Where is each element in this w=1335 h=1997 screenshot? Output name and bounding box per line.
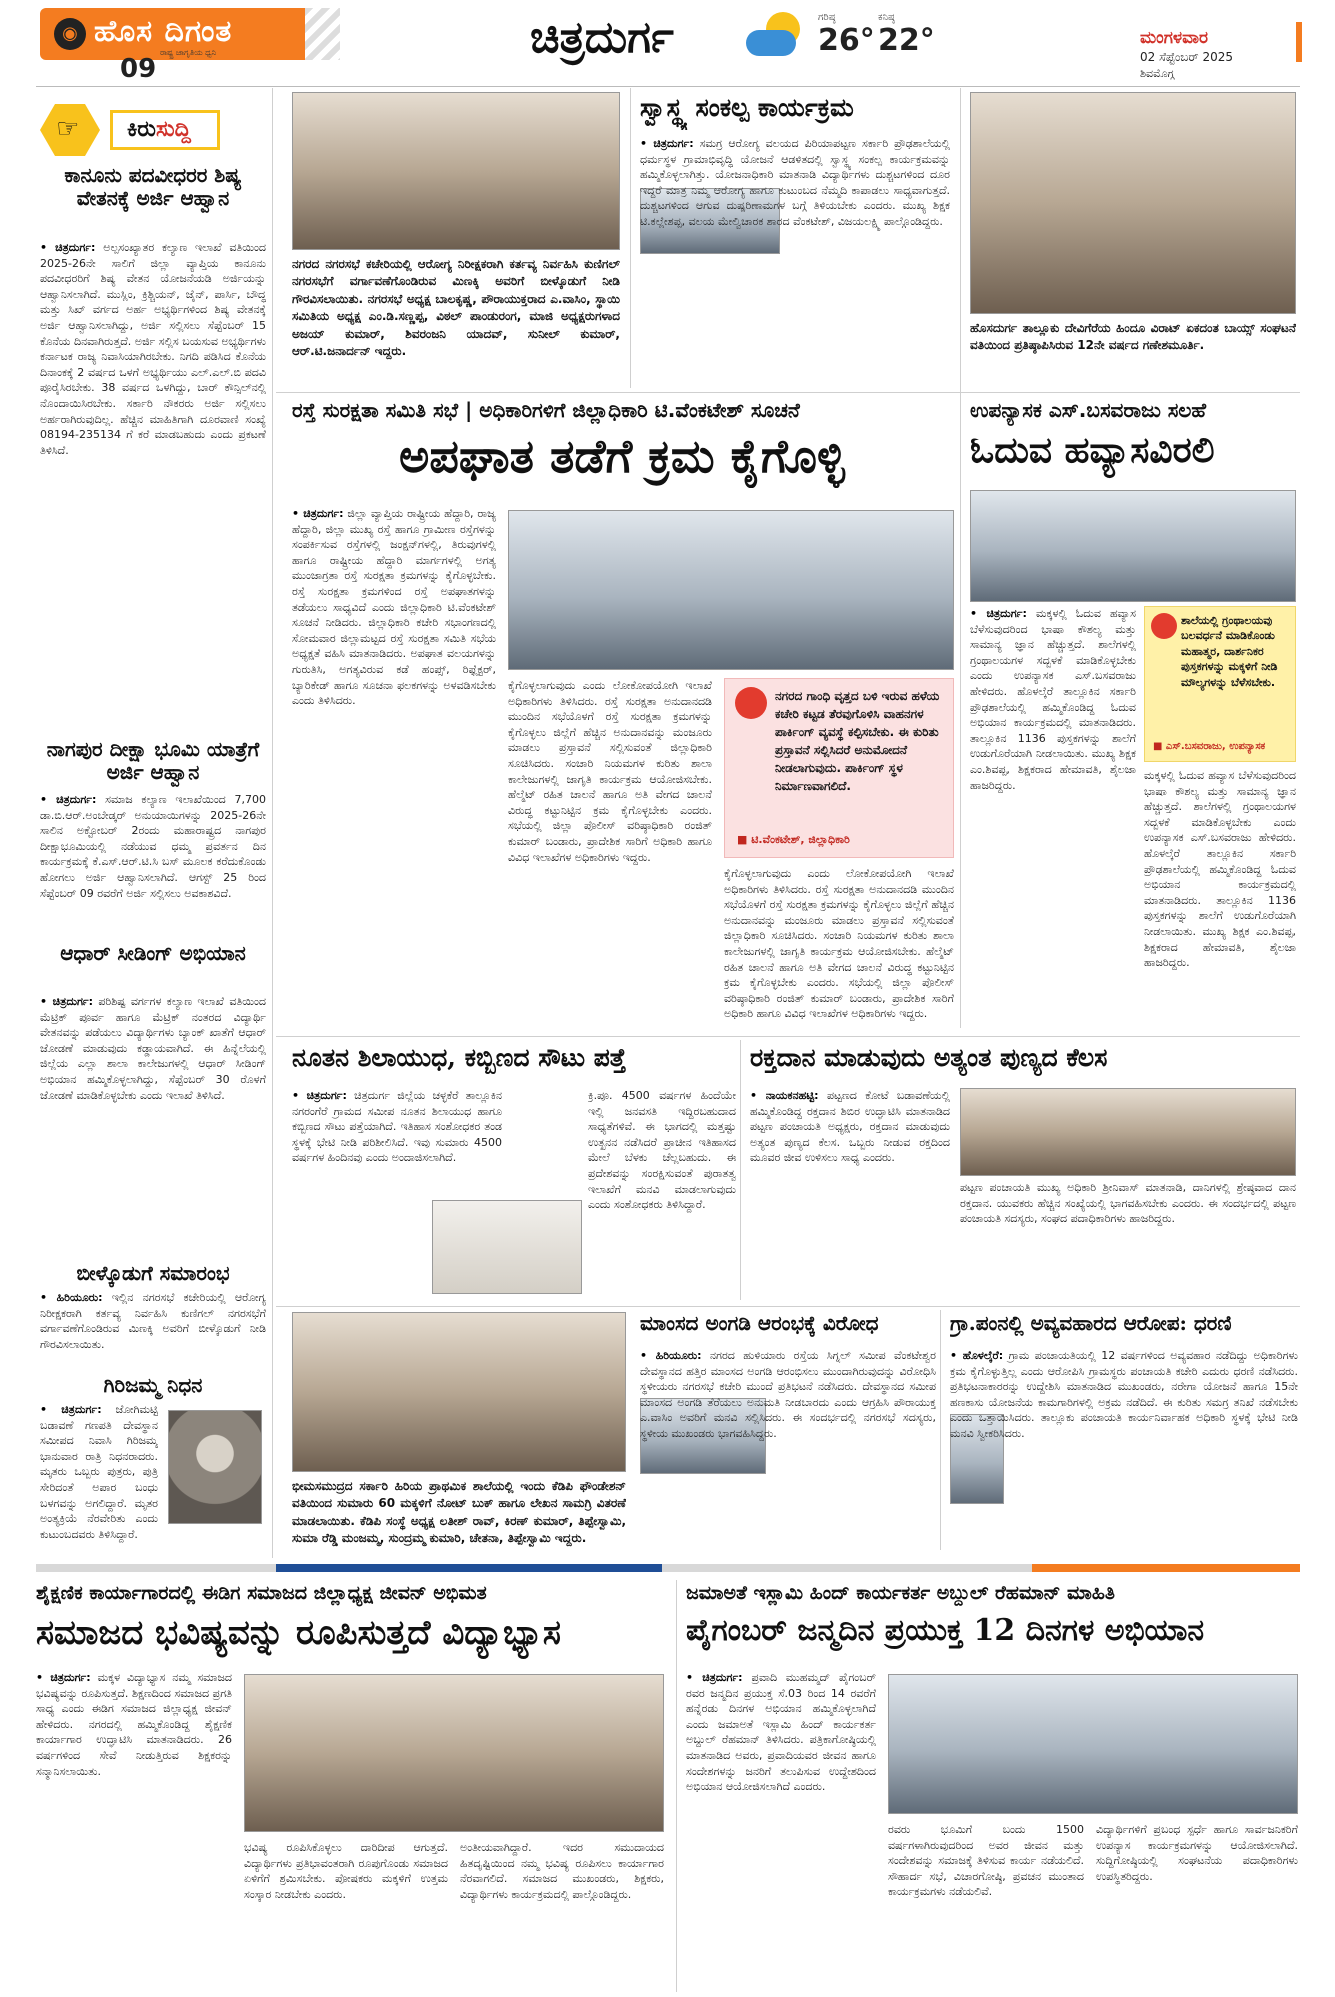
- weapons-headline: ನೂತನ ಶಿಲಾಯುಧ, ಕಬ್ಬಿಣದ ಸೌಟು ಪತ್ತೆ: [292, 1044, 627, 1072]
- lead-quote-author: ■ ಟಿ.ವೆಂಕಟೇಶ್, ಜಿಲ್ಲಾಧಿಕಾರಿ: [737, 833, 850, 846]
- brief-body: [40, 994, 266, 1250]
- section-divider-grey: [36, 1564, 276, 1572]
- lead-dateline: • ಚಿತ್ರದುರ್ಗ:: [292, 507, 344, 520]
- reading-quote-box: [1144, 606, 1296, 762]
- lead-quote-box: [724, 678, 954, 858]
- badge-label: [110, 110, 220, 150]
- meat-dateline: • ಹಿರಿಯೂರು:: [640, 1349, 702, 1362]
- health-body: [640, 136, 950, 386]
- blood-headline: ರಕ್ತದಾನ ಮಾಡುವುದು ಅತ್ಯಂತ ಪುಣ್ಯದ ಕೆಲಸ: [750, 1044, 1108, 1072]
- min-temp-value: 22°: [878, 23, 935, 58]
- weather-icon: [740, 8, 810, 68]
- lead-body-col1: [292, 506, 496, 1026]
- column-rule: [740, 1040, 741, 1300]
- education-body-col2: ಭವಿಷ್ಯ ರೂಪಿಸಿಕೊಳ್ಳಲು ದಾರಿದೀಪ ಆಗುತ್ತದೆ. ವಿದ್ಯಾರ್ಥಿಗಳು ಪ್ರತಿಭಾವಂತರಾಗಿ ರೂಪುಗೊಂಡು ಸಮಾಜದ ಏಳಿಗೆಗೆ ಶ್ರಮಿಸಬೇಕು. ಪೋಷಕರು ಮಕ್ಕಳಿಗೆ ಉತ್ತಮ ಸಂಸ್ಕಾರ ನೀಡಬೇಕು ಎಂದರು.: [244, 1841, 448, 1901]
- reading-body: [970, 606, 1136, 1026]
- kiru-suddi-badge: [40, 102, 258, 158]
- brief-text: ಅಲ್ಪಸಂಖ್ಯಾತರ ಕಲ್ಯಾಣ ಇಲಾಖೆ ವತಿಯಿಂದ 2025-26ನೇ ಸಾಲಿಗೆ ಜಿಲ್ಲಾ ವ್ಯಾಪ್ತಿಯ ಕಾನೂನು ಪದವೀಧರರಿಗೆ ಶಿಷ್ಯ ವೇತನ ಯೋಜನೆಯಡಿ ಅರ್ಜಿಯನ್ನು ಆಹ್ವಾನಿಸಲಾಗಿದೆ. ಮುಸ್ಲಿಂ, ಕ್ರಿಶ್ಚಿಯನ್, ಜೈನ್, ಪಾರ್ಸಿ, ಬೌದ್ಧ ಮತ್ತು ಸಿಖ್ ವರ್ಗದ ಅರ್ಹ ಅಭ್ಯರ್ಥಿಗಳಿಂದ ಶಿಷ್ಯ ವೇತನಕ್ಕೆ ಅರ್ಜಿ ಆಹ್ವಾನಿಸಲಾಗಿದ್ದು, ಅರ್ಜಿ ಸಲ್ಲಿಸಲು ಸೆಪ್ಟೆಂಬರ್ 15 ಕೊನೆಯ ದಿನವಾಗಿರುತ್ತದೆ. ಅರ್ಜಿ ಸಲ್ಲಿಸ ಬಯಸುವ ಅಭ್ಯರ್ಥಿಗಳು ಕರ್ನಾಟಕ ರಾಜ್ಯ ನಿವಾಸಿಯಾಗಿರಬೇಕು. ನಿಗದಿ ಪಡಿಸಿದ ಕೊನೆಯ ದಿನಾಂಕಕ್ಕೆ 2 ವರ್ಷದ ಒಳಗೆ ಅಭ್ಯರ್ಥಿಯು ಎಲ್.ಎಲ್.ಬಿ ಪದವಿ ಪೂರೈಸಿರಬೇಕು. 38 ವರ್ಷದ ಒಳಗಿದ್ದು, ಬಾರ್ ಕೌನ್ಸಿಲ್‌ನಲ್ಲಿ ನೊಂದಾಯಿಸಿರಬೇಕು. ಸರ್ಕಾರಿ ನೌಕರರು ಅರ್ಜಿ ಸಲ್ಲಿಸಲು ಅರ್ಹರಾಗಿರುವುದಿಲ್ಲ. ಹೆಚ್ಚಿನ ಮಾಹಿತಿಗಾಗಿ ದೂರವಾಣಿ ಸಂಖ್ಯೆ 08194-235134 ಗೆ ಕರೆ ಮಾಡಬಹುದು ಎಂದು ಪ್ರಕಟಣೆ ತಿಳಿಸಿದೆ.: [40, 241, 266, 457]
- issue-date-text: 02 ಸೆಪ್ಟೆಂಬರ್ 2025: [1140, 50, 1234, 64]
- paper-name: ಹೊಸ ದಿಗಂತ: [94, 14, 233, 49]
- reading-quote-author: ■ ಎಸ್.ಬಸವರಾಜು, ಉಪನ್ಯಾಸಕ: [1153, 741, 1266, 752]
- education-headline: ಸಮಾಜದ ಭವಿಷ್ಯವನ್ನು ರೂಪಿಸುತ್ತದೆ ವಿದ್ಯಾಭ್ಯಾಸ: [36, 1614, 561, 1653]
- health-dateline: • ಚಿತ್ರದುರ್ಗ:: [640, 137, 694, 150]
- brief-text: ಜೋಗಿಮಟ್ಟಿ ಬಡಾವಣೆ ಗಣಪತಿ ದೇವಸ್ಥಾನ ಸಮೀಪದ ನಿವಾಸಿ ಗಿರಿಜಮ್ಮ ಭಾನುವಾರ ರಾತ್ರಿ ನಿಧನರಾದರು. ಮೃತರು ಒಬ್ಬರು ಪುತ್ರರು, ಪುತ್ರಿ ಸೇರಿದಂತೆ ಅಪಾರ ಬಂಧು ಬಳಗವನ್ನು ಅಗಲಿದ್ದಾರೆ. ಮೃತರ ಅಂತ್ಯಕ್ರಿಯೆ ನೆರವೇರಿತು ಎಂದು ಕುಟುಂಬದವರು ತಿಳಿಸಿದ್ದಾರೆ.: [40, 1403, 158, 1541]
- ganesha-caption: ಹೊಸದುರ್ಗ ತಾಲ್ಲೂಕು ದೇವಿಗೆರೆಯ ಹಿಂದೂ ವಿರಾಟ್ ಏಕದಂತ ಬಾಯ್ಸ್ ಸಂಘಟನೆ ವತಿಯಿಂದ ಪ್ರತಿಷ್ಠಾಪಿಸಿರುವ 12ನೇ ವರ್ಷದ ಗಣೇಶಮೂರ್ತಿ.: [970, 321, 1296, 353]
- weapons-dateline: • ಚಿತ್ರದುರ್ಗ:: [292, 1089, 347, 1102]
- education-body-col1: [36, 1670, 232, 1992]
- reading-body-cont: ಮಕ್ಕಳಲ್ಲಿ ಓದುವ ಹವ್ಯಾಸ ಬೆಳೆಸುವುದರಿಂದ ಭಾಷಾ ಕೌಶಲ್ಯ ಮತ್ತು ಸಾಮಾನ್ಯ ಜ್ಞಾನ ಹೆಚ್ಚುತ್ತದೆ. ಶಾಲೆಗಳಲ್ಲಿ ಗ್ರಂಥಾಲಯಗಳ ಸದ್ಬಳಕೆ ಮಾಡಿಕೊಳ್ಳಬೇಕು ಎಂದು ಉಪನ್ಯಾಸಕ ಎಸ್.ಬಸವರಾಜು ಹೇಳಿದರು. ಹೊಳಲ್ಕೆರೆ ತಾಲ್ಲೂಕಿನ ಸರ್ಕಾರಿ ಪ್ರೌಢಶಾಲೆಯಲ್ಲಿ ಹಮ್ಮಿಕೊಂಡಿದ್ದ ಓದುವ ಅಭಿಯಾನ ಕಾರ್ಯಕ್ರಮದಲ್ಲಿ ಮಾತನಾಡಿದರು. ತಾಲ್ಲೂಕಿನ 1136 ಪುಸ್ತಕಗಳನ್ನು ಶಾಲೆಗೆ ಉಡುಗೊರೆಯಾಗಿ ನೀಡಲಾಯಿತು. ಮುಖ್ಯ ಶಿಕ್ಷಕ ಎಂ.ಶಿವಪ್ಪ, ಶಿಕ್ಷಕರಾದ ಹೇಮಾವತಿ, ಶೈಲಜಾ ಹಾಜರಿದ್ದರು.: [1144, 769, 1296, 970]
- blood-body-col1: [750, 1088, 950, 1294]
- brief-headline: ಬೀಳ್ಕೊಡುಗೆ ಸಮಾರಂಭ: [76, 1262, 230, 1285]
- column-rule: [272, 88, 273, 1558]
- lead-quote-text: ನಗರದ ಗಾಂಧಿ ವೃತ್ತದ ಬಳಿ ಇರುವ ಹಳೆಯ ಕಚೇರಿ ಕಟ್ಟಡ ತೆರವುಗೊಳಿಸಿ ವಾಹನಗಳ ಪಾರ್ಕಿಂಗ್ ವ್ಯವಸ್ಥೆ ಕಲ್ಪಿಸಬೇಕು. ಈ ಕುರಿತು ಪ್ರಸ್ತಾವನೆ ಸಲ್ಲಿಸಿದರೆ ಅನುಮೋದನೆ ನೀಡಲಾಗುವುದು. ಪಾರ್ಕಿಂಗ್ ಸ್ಥಳ ನಿರ್ಮಾಣವಾಗಲಿದೆ.: [775, 689, 940, 793]
- school-caption: ಭೀಮಸಮುದ್ರದ ಸರ್ಕಾರಿ ಹಿರಿಯ ಪ್ರಾಥಮಿಕ ಶಾಲೆಯಲ್ಲಿ ಇಂದು ಕೆಡಿಪಿ ಫೌಂಡೇಶನ್ ವತಿಯಿಂದ ಸುಮಾರು 60 ಮಕ್ಕಳಿಗೆ ನೋಟ್ ಬುಕ್ ಹಾಗೂ ಲೇಖನ ಸಾಮಗ್ರಿ ವಿತರಣೆ ಮಾಡಲಾಯಿತು. ಕೆಡಿಪಿ ಸಂಸ್ಥೆ ಅಧ್ಯಕ್ಷ ಲತೀಶ್ ರಾವ್, ಕಿರಣ್ ಕುಮಾರ್, ತಿಪ್ಪೇಸ್ವಾಮಿ, ಸುಮಾ ರೆಡ್ಡಿ ಮಂಜಮ್ಮ, ಸುಂದ್ರಮ್ಮ ಕುಮಾರಿ, ಚೇತನಾ, ತಿಪ್ಪೇಸ್ವಾಮಿ ಇದ್ದರು.: [292, 1479, 626, 1546]
- header-rule: [36, 86, 1300, 87]
- weapons-body-col2: ಕ್ರಿ.ಪೂ. 4500 ವರ್ಷಗಳ ಹಿಂದೆಯೇ ಇಲ್ಲಿ ಜನವಸತಿ ಇದ್ದಿರಬಹುದಾದ ಸಾಧ್ಯತೆಗಳಿವೆ. ಈ ಭಾಗದಲ್ಲಿ ಮತ್ತಷ್ಟು ಉತ್ಖನನ ನಡೆಸಿದರೆ ಪ್ರಾಚೀನ ಇತಿಹಾಸದ ಮೇಲೆ ಬೆಳಕು ಚೆಲ್ಲಬಹುದು. ಈ ಪ್ರದೇಶವನ್ನು ಸಂರಕ್ಷಿಸುವಂತೆ ಪುರಾತತ್ವ ಇಲಾಖೆಗೆ ಮನವಿ ಮಾಡಲಾಗುವುದು ಎಂದು ಸಂಶೋಧಕರು ತಿಳಿಸಿದ್ದಾರೆ.: [588, 1089, 736, 1212]
- min-temperature: [878, 12, 948, 70]
- artifact-photo: [432, 1200, 582, 1294]
- brief-headline: ಕಾನೂನು ಪದವೀಧರರ ಶಿಷ್ಯ ವೇತನಕ್ಕೆ ಅರ್ಜಿ ಆಹ್ವಾನ: [64, 164, 242, 210]
- issue-edition: ಶಿವಮೊಗ್ಗ: [1140, 67, 1175, 80]
- paper-tagline: ರಾಷ್ಟ್ರ ಜಾಗೃತಿಯ ಧ್ವನಿ: [160, 48, 217, 57]
- brief-headline: ಆಧಾರ್ ಸೀಡಿಂಗ್ ಅಭಿಯಾನ: [60, 942, 246, 965]
- brief-dateline: • ಚಿತ್ರದುರ್ಗ:: [40, 1403, 102, 1416]
- campaign-body-col1: [686, 1670, 876, 1992]
- masthead-stripe: [305, 8, 340, 60]
- brief-body: [40, 1290, 266, 1366]
- column-rule: [676, 1580, 677, 1992]
- blood-body-col2: ಪಟ್ಟಣ ಪಂಚಾಯತಿ ಮುಖ್ಯ ಅಧಿಕಾರಿ ಶ್ರೀನಿವಾಸ್ ಮಾತನಾಡಿ, ದಾನಿಗಳಲ್ಲಿ ಶ್ರೇಷ್ಠವಾದ ದಾನ ರಕ್ತದಾನ. ಯುವಕರು ಹೆಚ್ಚಿನ ಸಂಖ್ಯೆಯಲ್ಲಿ ಭಾಗವಹಿಸಬೇಕು ಎಂದರು. ಈ ಸಂದರ್ಭದಲ್ಲಿ ಪಟ್ಟಣ ಪಂಚಾಯತಿ ಸದಸ್ಯರು, ಸಂಘದ ಪದಾಧಿಕಾರಿಗಳು ಹಾಜರಿದ್ದರು.: [960, 1181, 1296, 1226]
- page-number: 09: [120, 54, 157, 80]
- campaign-headline: ಪೈಗಂಬರ್ ಜನ್ಮದಿನ ಪ್ರಯುಕ್ತ 12 ದಿನಗಳ ಅಭಿಯಾನ: [686, 1614, 1205, 1648]
- brief-text: ಸಮಾಜ ಕಲ್ಯಾಣ ಇಲಾಖೆಯಿಂದ 7,700 ಡಾ.ಬಿ.ಆರ್.ಅಂಬೇಡ್ಕರ್ ಅನುಯಾಯಿಗಳನ್ನು 2025-26ನೇ ಸಾಲಿನ ಅಕ್ಟೋಬರ್ 2ರಂದು ಮಹಾರಾಷ್ಟ್ರದ ನಾಗಪುರ ದೀಕ್ಷಾಭೂಮಿಯಲ್ಲಿ ನಡೆಯುವ ಧಮ್ಮ ಪ್ರವರ್ತನ ದಿನ ಕಾರ್ಯಕ್ರಮಕ್ಕೆ ಕೆ.ಎಸ್.ಆರ್.ಟಿ.ಸಿ ಬಸ್ ಮೂಲಕ ಕರೆದುಕೊಂಡು ಹೋಗಲು ಅರ್ಜಿ ಆಹ್ವಾನಿಸಲಾಗಿದೆ. ಆಗಸ್ಟ್ 25 ರಿಂದ ಸೆಪ್ಟೆಂಬರ್ 09 ರವರೆಗೆ ಅರ್ಜಿ ಸಲ್ಲಿಸಲು ಅವಕಾಶವಿದೆ.: [40, 793, 266, 900]
- farewell-caption: ನಗರದ ನಗರಸಭೆ ಕಚೇರಿಯಲ್ಲಿ ಆರೋಗ್ಯ ನಿರೀಕ್ಷಕರಾಗಿ ಕರ್ತವ್ಯ ನಿರ್ವಹಿಸಿ ಕುಣಿಗಲ್ ನಗರಸಭೆಗೆ ವರ್ಗಾವಣೆಗೊಂಡಿರುವ ಮಿಣಕ್ಕಿ ಅವರಿಗೆ ಬೀಳ್ಕೊಡುಗೆ ನೀಡಿ ಗೌರವಿಸಲಾಯಿತು. ನಗರಸಭೆ ಅಧ್ಯಕ್ಷ ಬಾಲಕೃಷ್ಣ, ಪೌರಾಯುಕ್ತರಾದ ಎ.ವಾಸಿಂ, ಸ್ಥಾಯಿ ಸಮಿತಿಯ ಅಧ್ಯಕ್ಷ ಎಂ.ಡಿ.ಸಣ್ಣಪ್ಪ, ವಿಠಲ್ ಪಾಂಡುರಂಗ, ಮಾಜಿ ಅಧ್ಯಕ್ಷರುಗಳಾದ ಅಜಯ್ ಕುಮಾರ್, ಶಿವರಂಜನಿ ಯಾದವ್, ಸುನೀಲ್ ಕುಮಾರ್, ಆರ್.ಟಿ.ಜನಾರ್ದನ್ ಇದ್ದರು.: [292, 257, 620, 358]
- dharna-headline: ಗ್ರಾ.ಪಂನಲ್ಲಿ ಅವ್ಯವಹಾರದ ಆರೋಪ: ಧರಣಿ: [950, 1312, 1232, 1335]
- max-temp-label: ಗರಿಷ್ಠ: [818, 12, 836, 23]
- brief-body: [40, 240, 266, 718]
- meat-body: [640, 1348, 936, 1554]
- ganesha-photo: [970, 92, 1296, 314]
- max-temp-value: 26°: [818, 23, 875, 58]
- campaign-photo: [888, 1674, 1298, 1814]
- row-rule: [276, 392, 1300, 393]
- reading-quote-text: ಶಾಲೆಯಲ್ಲಿ ಗ್ರಂಥಾಲಯವು ಬಲವರ್ಧನೆ ಮಾಡಿಕೊಂಡು ಮಹಾತ್ಮರ, ದಾರ್ಶನಿಕರ ಪುಸ್ತಕಗಳನ್ನು ಮಕ್ಕಳಿಗೆ ನೀಡಿ ಮೌಲ್ಯಗಳನ್ನು ಬೆಳೆಸಬೇಕು.: [1181, 614, 1278, 689]
- section-divider-grey: [662, 1564, 1032, 1572]
- dharna-text: ಗ್ರಾಮ ಪಂಚಾಯತಿಯಲ್ಲಿ 12 ವರ್ಷಗಳಿಂದ ಅವ್ಯವಹಾರ ನಡೆದಿದ್ದು ಅಧಿಕಾರಿಗಳು ಕ್ರಮ ಕೈಗೊಳ್ಳುತ್ತಿಲ್ಲ ಎಂದು ಆರೋಪಿಸಿ ಗ್ರಾಮಸ್ಥರು ಪಂಚಾಯತಿ ಕಚೇರಿ ಎದುರು ಧರಣಿ ನಡೆಸಿದರು. ಪ್ರತಿಭಟನಾಕಾರರನ್ನು ಉದ್ದೇಶಿಸಿ ಮಾತನಾಡಿದ ಮುಖಂಡರು, ನರೇಗಾ ಯೋಜನೆ ಹಾಗೂ 15ನೇ ಹಣಕಾಸು ಯೋಜನೆಯ ಕಾಮಗಾರಿಗಳಲ್ಲಿ ಅಕ್ರಮ ನಡೆದಿದೆ. ಈ ಕುರಿತು ಸಮಗ್ರ ತನಿಖೆ ನಡೆಸಬೇಕು ಎಂದು ಒತ್ತಾಯಿಸಿದರು. ತಾಲ್ಲೂಕು ಪಂಚಾಯತಿ ಕಾರ್ಯನಿರ್ವಾಹಕ ಅಧಿಕಾರಿ ಸ್ಥಳಕ್ಕೆ ಭೇಟಿ ನೀಡಿ ಮನವಿ ಸ್ವೀಕರಿಸಿದರು.: [950, 1349, 1298, 1441]
- issue-date: [1140, 28, 1290, 84]
- lead-body-col2: ಕೈಗೊಳ್ಳಲಾಗುವುದು ಎಂದು ಲೋಕೋಪಯೋಗಿ ಇಲಾಖೆ ಅಧಿಕಾರಿಗಳು ತಿಳಿಸಿದರು. ರಸ್ತೆ ಸುರಕ್ಷತಾ ಅನುದಾನದಡಿ ಮುಂದಿನ ಸಭೆಯೊಳಗೆ ರಸ್ತೆ ಸುರಕ್ಷತಾ ಕ್ರಮಗಳನ್ನು ಕೈಗೊಳ್ಳಲು ಜಿಲ್ಲೆಗೆ ಹೆಚ್ಚಿನ ಅನುದಾನವನ್ನು ಮಂಜೂರು ಮಾಡಲು ಪ್ರಸ್ತಾವನೆ ಸಲ್ಲಿಸುವಂತೆ ಜಿಲ್ಲಾಧಿಕಾರಿ ಸೂಚಿಸಿದರು. ಸಂಚಾರಿ ನಿಯಮಗಳ ಕುರಿತು ಶಾಲಾ ಕಾಲೇಜುಗಳಲ್ಲಿ ಜಾಗೃತಿ ಕಾರ್ಯಕ್ರಮ ಆಯೋಜಿಸಬೇಕು. ಹೆಲ್ಮೆಟ್ ರಹಿತ ಚಾಲನೆ ಹಾಗೂ ಅತಿ ವೇಗದ ಚಾಲನೆ ವಿರುದ್ಧ ಕಟ್ಟುನಿಟ್ಟಿನ ಕ್ರಮ ಕೈಗೊಳ್ಳಬೇಕು ಎಂದರು. ಸಭೆಯಲ್ಲಿ ಜಿಲ್ಲಾ ಪೊಲೀಸ್ ವರಿಷ್ಠಾಧಿಕಾರಿ ರಂಜಿತ್ ಕುಮಾರ್ ಬಂಡಾರು, ಪ್ರಾದೇಶಿಕ ಸಾರಿಗೆ ಅಧಿಕಾರಿ ಹಾಗೂ ವಿವಿಧ ಇಲಾಖೆಗಳ ಅಧಿಕಾರಿಗಳು ಇದ್ದರು.: [508, 679, 712, 864]
- lead-body-col3: ಕೈಗೊಳ್ಳಲಾಗುವುದು ಎಂದು ಲೋಕೋಪಯೋಗಿ ಇಲಾಖೆ ಅಧಿಕಾರಿಗಳು ತಿಳಿಸಿದರು. ರಸ್ತೆ ಸುರಕ್ಷತಾ ಅನುದಾನದಡಿ ಮುಂದಿನ ಸಭೆಯೊಳಗೆ ರಸ್ತೆ ಸುರಕ್ಷತಾ ಕ್ರಮಗಳನ್ನು ಕೈಗೊಳ್ಳಲು ಜಿಲ್ಲೆಗೆ ಹೆಚ್ಚಿನ ಅನುದಾನವನ್ನು ಮಂಜೂರು ಮಾಡಲು ಪ್ರಸ್ತಾವನೆ ಸಲ್ಲಿಸುವಂತೆ ಜಿಲ್ಲಾಧಿಕಾರಿ ಸೂಚಿಸಿದರು. ಸಂಚಾರಿ ನಿಯಮಗಳ ಕುರಿತು ಶಾಲಾ ಕಾಲೇಜುಗಳಲ್ಲಿ ಜಾಗೃತಿ ಕಾರ್ಯಕ್ರಮ ಆಯೋಜಿಸಬೇಕು. ಹೆಲ್ಮೆಟ್ ರಹಿತ ಚಾಲನೆ ಹಾಗೂ ಅತಿ ವೇಗದ ಚಾಲನೆ ವಿರುದ್ಧ ಕಟ್ಟುನಿಟ್ಟಿನ ಕ್ರಮ ಕೈಗೊಳ್ಳಬೇಕು ಎಂದರು. ಸಭೆಯಲ್ಲಿ ಜಿಲ್ಲಾ ಪೊಲೀಸ್ ವರಿಷ್ಠಾಧಿಕಾರಿ ರಂಜಿತ್ ಕುಮಾರ್ ಬಂಡಾರು, ಪ್ರಾದೇಶಿಕ ಸಾರಿಗೆ ಅಧಿಕಾರಿ ಹಾಗೂ ವಿವಿಧ ಇಲಾಖೆಗಳ ಅಧಿಕಾರಿಗಳು ಇದ್ದರು.: [724, 867, 954, 1021]
- reading-dateline: • ಚಿತ್ರದುರ್ಗ:: [970, 607, 1027, 620]
- brief-body: [40, 1402, 158, 1552]
- badge-label-a: ಕಿರು: [127, 117, 156, 142]
- brief-dateline: • ಚಿತ್ರದುರ್ಗ:: [40, 793, 97, 806]
- brief-headline: ಗಿರಿಜಮ್ಮ ನಿಧನ: [103, 1374, 203, 1397]
- blood-dateline: • ನಾಯಕನಹಟ್ಟಿ:: [750, 1089, 819, 1102]
- brief-dateline: • ಚಿತ್ರದುರ್ಗ:: [40, 241, 96, 254]
- dharna-dateline: • ಹೊಳಲ್ಕೆರೆ:: [950, 1349, 1004, 1362]
- min-temp-label: ಕನಿಷ್ಠ: [878, 12, 895, 23]
- column-rule: [630, 88, 631, 388]
- cloud-icon: [746, 30, 796, 56]
- masthead-logo: [40, 8, 340, 80]
- edition-city: ಚಿತ್ರದುರ್ಗ: [530, 12, 674, 63]
- education-kicker: ಶೈಕ್ಷಣಿಕ ಕಾರ್ಯಾಗಾರದಲ್ಲಿ ಈಡಿಗ ಸಮಾಜದ ಜಿಲ್ಲಾಧ್ಯಕ್ಷ ಜೀವನ್ ಅಭಿಮತ: [36, 1582, 487, 1604]
- brief-dateline: • ಹಿರಿಯೂರು:: [40, 1291, 103, 1304]
- meat-headline: ಮಾಂಸದ ಅಂಗಡಿ ಆರಂಭಕ್ಕೆ ವಿರೋಧ: [640, 1312, 879, 1335]
- reading-kicker: ಉಪನ್ಯಾಸಕ ಎಸ್.ಬಸವರಾಜು ಸಲಹೆ: [970, 398, 1207, 422]
- paper-emblem-icon: ◉: [54, 18, 86, 50]
- farewell-photo: [292, 92, 620, 250]
- brief-headline: ನಾಗಪುರ ದೀಕ್ಷಾ ಭೂಮಿ ಯಾತ್ರೆಗೆ ಅರ್ಜಿ ಆಹ್ವಾನ: [46, 738, 260, 784]
- health-text: ಸಮಗ್ರ ಆರೋಗ್ಯ ವಲಯದ ಪಿರಿಯಾಪಟ್ಟಣ ಸರ್ಕಾರಿ ಪ್ರೌಢಶಾಲೆಯಲ್ಲಿ ಧರ್ಮಸ್ಥಳ ಗ್ರಾಮಾಭಿವೃದ್ಧಿ ಯೋಜನೆ ಆಡಳಿತದಲ್ಲಿ ಸ್ವಾಸ್ಥ್ಯ ಸಂಕಲ್ಪ ಕಾರ್ಯಕ್ರಮವನ್ನು ಹಮ್ಮಿಕೊಳ್ಳಲಾಗಿತ್ತು. ಯೋಜನಾಧಿಕಾರಿ ಮಾತನಾಡಿ ವಿದ್ಯಾರ್ಥಿಗಳು ದುಶ್ಚಟಗಳಿಂದ ದೂರ ಇದ್ದರೆ ಮಾತ್ರ ನಿಮ್ಮ ಆರೋಗ್ಯ ಹಾಗೂ ಕುಟುಂಬದ ನೆಮ್ಮದಿ ಕಾಪಾಡಲು ಸಾಧ್ಯವಾಗುತ್ತದೆ. ದುಶ್ಚಟಗಳಿಂದ ಆಗುವ ದುಷ್ಪರಿಣಾಮಗಳ ಬಗ್ಗೆ ತಿಳಿಯಬೇಕು ಎಂದರು. ಮುಖ್ಯ ಶಿಕ್ಷಕ ಟಿ.ಕಲ್ಲೇಶಪ್ಪ, ವಲಯ ಮೇಲ್ವಿಚಾರಕ ಶಾರದ ವೆಂಕಟೇಶ್, ವಿಜಯಲಕ್ಷ್ಮಿ ಪಾಲ್ಗೊಂಡಿದ್ದರು.: [640, 137, 950, 229]
- campaign-text-1: ಪ್ರವಾದಿ ಮುಹಮ್ಮದ್ ಪೈಗಂಬರ್ ರವರ ಜನ್ಮದಿನ ಪ್ರಯುಕ್ತ ಸೆ.03 ರಿಂದ 14 ರವರೆಗೆ ಹನ್ನೆರಡು ದಿನಗಳ ಅಭಿಯಾನ ಹಮ್ಮಿಕೊಳ್ಳಲಾಗಿದೆ ಎಂದು ಜಮಾಅತೆ ಇಸ್ಲಾಮಿ ಹಿಂದ್ ಕಾರ್ಯಕರ್ತ ಅಬ್ದುಲ್ ರೆಹಮಾನ್ ತಿಳಿಸಿದರು. ಪತ್ರಿಕಾಗೋಷ್ಠಿಯಲ್ಲಿ ಮಾತನಾಡಿದ ಅವರು, ಪ್ರವಾದಿಯವರ ಜೀವನ ಹಾಗೂ ಸಂದೇಶಗಳನ್ನು ಜನರಿಗೆ ತಲುಪಿಸುವ ಉದ್ದೇಶದಿಂದ ಅಭಿಯಾನ ಆಯೋಜಿಸಲಾಗಿದೆ ಎಂದರು.: [686, 1671, 876, 1794]
- meat-text: ನಗರದ ಹುಳಿಯಾರು ರಸ್ತೆಯ ಸಿಗ್ನಲ್ ಸಮೀಪ ವೆಂಕಟೇಶ್ವರ ದೇವಸ್ಥಾನದ ಹತ್ತಿರ ಮಾಂಸದ ಅಂಗಡಿ ಆರಂಭಿಸಲು ಮುಂದಾಗಿರುವುದನ್ನು ವಿರೋಧಿಸಿ ಸ್ಥಳೀಯರು ನಗರಸಭೆ ಕಚೇರಿ ಮುಂದೆ ಪ್ರತಿಭಟನೆ ನಡೆಸಿದರು. ದೇವಸ್ಥಾನದ ಸಮೀಪ ಮಾಂಸದ ಅಂಗಡಿ ತೆರೆಯಲು ಅನುಮತಿ ನೀಡಬಾರದು ಎಂದು ಆಗ್ರಹಿಸಿ ಪೌರಾಯುಕ್ತ ಎ.ವಾಸಿಂ ಅವರಿಗೆ ಮನವಿ ಸಲ್ಲಿಸಿದರು. ಈ ಸಂದರ್ಭದಲ್ಲಿ ನಗರಸಭೆ ಸದಸ್ಯರು, ಸ್ಥಳೀಯ ಮುಖಂಡರು ಭಾಗವಹಿಸಿದ್ದರು.: [640, 1349, 936, 1441]
- column-rule: [940, 1310, 941, 1550]
- dharna-body: [950, 1348, 1298, 1554]
- campaign-kicker: ಜಮಾಅತೆ ಇಸ್ಲಾಮಿ ಹಿಂದ್ ಕಾರ್ಯಕರ್ತ ಅಬ್ದುಲ್ ರೆಹಮಾನ್ ಮಾಹಿತಿ: [686, 1582, 1115, 1604]
- campaign-dateline: • ಚಿತ್ರದುರ್ಗ:: [686, 1671, 743, 1684]
- meeting-photo: [508, 510, 954, 670]
- education-photo: [244, 1674, 664, 1832]
- campaign-body-col2: ರವರು ಭೂಮಿಗೆ ಬಂದು 1500 ವರ್ಷಗಳಾಗಿರುವುದರಿಂದ ಅವರ ಜೀವನ ಮತ್ತು ಸಂದೇಶವನ್ನು ಸಮಾಜಕ್ಕೆ ತಿಳಿಸುವ ಕಾರ್ಯ ನಡೆಯಲಿದೆ. ಸೌಹಾರ್ದ ಸಭೆ, ವಿಚಾರಗೋಷ್ಠಿ, ಪ್ರವಚನ ಮುಂತಾದ ಕಾರ್ಯಕ್ರಮಗಳು ನಡೆಯಲಿವೆ.: [888, 1823, 1084, 1899]
- blood-text-1: ಪಟ್ಟಣದ ಕೋಟೆ ಬಡಾವಣೆಯಲ್ಲಿ ಹಮ್ಮಿಕೊಂಡಿದ್ದ ರಕ್ತದಾನ ಶಿಬಿರ ಉದ್ಘಾಟಿಸಿ ಮಾತನಾಡಿದ ಪಟ್ಟಣ ಪಂಚಾಯತಿ ಅಧ್ಯಕ್ಷರು, ರಕ್ತದಾನ ಮಾಡುವುದು ಅತ್ಯಂತ ಪುಣ್ಯದ ಕೆಲಸ. ಒಬ್ಬರು ನೀಡುವ ರಕ್ತದಿಂದ ಮೂವರ ಜೀವ ಉಳಿಸಲು ಸಾಧ್ಯ ಎಂದರು.: [750, 1089, 950, 1165]
- brief-dateline: • ಚಿತ್ರದುರ್ಗ:: [40, 995, 94, 1008]
- row-rule: [276, 1036, 1300, 1037]
- section-divider-blue: [276, 1564, 662, 1572]
- education-body-col3: ಅಂತೀಯವಾಗಿದ್ದಾರೆ. ಇದರ ಸಮುದಾಯದ ಹಿತದೃಷ್ಟಿಯಿಂದ ನಮ್ಮ ಭವಿಷ್ಯ ರೂಪಿಸಲು ಕಾರ್ಯಾಗಾರ ನೆರವಾಗಲಿದೆ. ಸಮಾಜದ ಮುಖಂಡರು, ಶಿಕ್ಷಕರು, ವಿದ್ಯಾರ್ಥಿಗಳು ಕಾರ್ಯಕ್ರಮದಲ್ಲಿ ಪಾಲ್ಗೊಂಡಿದ್ದರು.: [460, 1841, 664, 1901]
- education-dateline: • ಚಿತ್ರದುರ್ಗ:: [36, 1671, 91, 1684]
- campaign-body-col3: ವಿದ್ಯಾರ್ಥಿಗಳಿಗೆ ಪ್ರಬಂಧ ಸ್ಪರ್ಧೆ ಹಾಗೂ ಸಾರ್ವಜನಿಕರಿಗೆ ಉಪನ್ಯಾಸ ಕಾರ್ಯಕ್ರಮಗಳನ್ನು ಆಯೋಜಿಸಲಾಗಿದೆ. ಸುದ್ದಿಗೋಷ್ಠಿಯಲ್ಲಿ ಸಂಘಟನೆಯ ಪದಾಧಿಕಾರಿಗಳು ಉಪಸ್ಥಿತರಿದ್ದರು.: [1096, 1823, 1298, 1883]
- badge-label-b: ಸುದ್ದಿ: [155, 117, 191, 142]
- header-accent-bar: [1296, 22, 1302, 62]
- obituary-portrait: [168, 1410, 262, 1524]
- school-photo: [292, 1312, 626, 1472]
- quote-mark-icon: [1151, 613, 1177, 639]
- quote-mark-icon: [735, 687, 767, 719]
- lead-text-1: ಜಿಲ್ಲಾ ವ್ಯಾಪ್ತಿಯ ರಾಷ್ಟ್ರೀಯ ಹೆದ್ದಾರಿ, ರಾಜ್ಯ ಹೆದ್ದಾರಿ, ಜಿಲ್ಲಾ ಮುಖ್ಯ ರಸ್ತೆ ಹಾಗೂ ಗ್ರಾಮೀಣ ರಸ್ತೆಗಳನ್ನು ಸಂಪರ್ಕಿಸುವ ರಸ್ತೆಗಳಲ್ಲಿ ಜಂಕ್ಷನ್‌ಗಳಲ್ಲಿ, ತಿರುವುಗಳಲ್ಲಿ ಹಾಗೂ ರಾಷ್ಟ್ರೀಯ ಹೆದ್ದಾರಿ ಮಾರ್ಗಗಳಲ್ಲಿ ಅಗತ್ಯ ಮುಂಜಾಗ್ರತಾ ರಸ್ತೆ ಸುರಕ್ಷತಾ ಕ್ರಮಗಳನ್ನು ಕೈಗೊಳ್ಳಬೇಕು. ರಸ್ತೆ ಸುರಕ್ಷತಾ ಕ್ರಮಗಳಿಂದ ರಸ್ತೆ ಅಪಘಾತಗಳನ್ನು ತಡೆಯಲು ಸಾಧ್ಯವಿದೆ ಎಂದು ಜಿಲ್ಲಾಧಿಕಾರಿ ಟಿ.ವೆಂಕಟೇಶ್ ಸೂಚನೆ ನೀಡಿದರು. ಜಿಲ್ಲಾಧಿಕಾರಿ ಕಚೇರಿ ಸಭಾಂಗಣದಲ್ಲಿ ಸೋಮವಾರ ಜಿಲ್ಲಾಮಟ್ಟದ ರಸ್ತೆ ಸುರಕ್ಷತಾ ಸಮಿತಿ ಸಭೆಯ ಅಧ್ಯಕ್ಷತೆ ವಹಿಸಿ ಮಾತನಾಡಿದರು. ಅಪಘಾತ ವಲಯಗಳನ್ನು ಗುರುತಿಸಿ, ಅಗತ್ಯವಿರುವ ಕಡೆ ಹಂಪ್ಸ್, ರಿಫ್ಲೆಕ್ಟರ್, ಬ್ಯಾರಿಕೇಡ್ ಹಾಗೂ ಸೂಚನಾ ಫಲಕಗಳನ್ನು ಅಳವಡಿಸಬೇಕು ಎಂದು ತಿಳಿಸಿದರು.: [292, 507, 496, 708]
- brief-text: ಇಲ್ಲಿನ ನಗರಸಭೆ ಕಚೇರಿಯಲ್ಲಿ ಆರೋಗ್ಯ ನಿರೀಕ್ಷಕರಾಗಿ ಕರ್ತವ್ಯ ನಿರ್ವಹಿಸಿ ಕುಣಿಗಲ್ ನಗರಸಭೆಗೆ ವರ್ಗಾವಣೆಗೊಂಡಿರುವ ಮಿಣಕ್ಕಿ ಅವರಿಗೆ ಬೀಳ್ಕೊಡುಗೆ ನೀಡಿ ಗೌರವಿಸಲಾಯಿತು.: [40, 1291, 266, 1351]
- brief-body: [40, 792, 266, 934]
- issue-day: ಮಂಗಳವಾರ: [1140, 28, 1209, 48]
- lead-headline: ಅಪಘಾತ ತಡೆಗೆ ಕ್ರಮ ಕೈಗೊಳ್ಳಿ: [399, 430, 845, 483]
- health-headline: ಸ್ವಾಸ್ಥ್ಯ ಸಂಕಲ್ಪ ಕಾರ್ಯಕ್ರಮ: [640, 94, 854, 122]
- section-divider-orange: [1032, 1564, 1300, 1572]
- pointing-hand-icon: ☞: [56, 114, 80, 144]
- weapons-text-1: ಚಿತ್ರದುರ್ಗ ಜಿಲ್ಲೆಯ ಚಳ್ಳಕೆರೆ ತಾಲ್ಲೂಕಿನ ನಗರಂಗೆರೆ ಗ್ರಾಮದ ಸಮೀಪ ನೂತನ ಶಿಲಾಯುಧ ಹಾಗೂ ಕಬ್ಬಿಣದ ಸೌಟು ಪತ್ತೆಯಾಗಿದೆ. ಇತಿಹಾಸ ಸಂಶೋಧಕರ ತಂಡ ಸ್ಥಳಕ್ಕೆ ಭೇಟಿ ನೀಡಿ ಪರಿಶೀಲಿಸಿದೆ. ಇವು ಸುಮಾರು 4500 ವರ್ಷಗಳ ಹಿಂದಿನವು ಎಂದು ಅಂದಾಜಿಸಲಾಗಿದೆ.: [292, 1089, 502, 1165]
- column-rule: [960, 88, 961, 1028]
- row-rule: [276, 1306, 1300, 1307]
- reading-text: ಮಕ್ಕಳಲ್ಲಿ ಓದುವ ಹವ್ಯಾಸ ಬೆಳೆಸುವುದರಿಂದ ಭಾಷಾ ಕೌಶಲ್ಯ ಮತ್ತು ಸಾಮಾನ್ಯ ಜ್ಞಾನ ಹೆಚ್ಚುತ್ತದೆ. ಶಾಲೆಗಳಲ್ಲಿ ಗ್ರಂಥಾಲಯಗಳ ಸದ್ಬಳಕೆ ಮಾಡಿಕೊಳ್ಳಬೇಕು ಎಂದು ಉಪನ್ಯಾಸಕ ಎಸ್.ಬಸವರಾಜು ಹೇಳಿದರು. ಹೊಳಲ್ಕೆರೆ ತಾಲ್ಲೂಕಿನ ಸರ್ಕಾರಿ ಪ್ರೌಢಶಾಲೆಯಲ್ಲಿ ಹಮ್ಮಿಕೊಂಡಿದ್ದ ಓದುವ ಅಭಿಯಾನ ಕಾರ್ಯಕ್ರಮದಲ್ಲಿ ಮಾತನಾಡಿದರು. ತಾಲ್ಲೂಕಿನ 1136 ಪುಸ್ತಕಗಳನ್ನು ಶಾಲೆಗೆ ಉಡುಗೊರೆಯಾಗಿ ನೀಡಲಾಯಿತು. ಮುಖ್ಯ ಶಿಕ್ಷಕ ಎಂ.ಶಿವಪ್ಪ, ಶಿಕ್ಷಕರಾದ ಹೇಮಾವತಿ, ಶೈಲಜಾ ಹಾಜರಿದ್ದರು.: [970, 607, 1136, 792]
- brief-text: ಪರಿಶಿಷ್ಟ ವರ್ಗಗಳ ಕಲ್ಯಾಣ ಇಲಾಖೆ ವತಿಯಿಂದ ಮೆಟ್ರಿಕ್ ಪೂರ್ವ ಹಾಗೂ ಮೆಟ್ರಿಕ್ ನಂತರದ ವಿದ್ಯಾರ್ಥಿ ವೇತನವನ್ನು ಪಡೆಯಲು ವಿದ್ಯಾರ್ಥಿಗಳು ಬ್ಯಾಂಕ್ ಖಾತೆಗೆ ಆಧಾರ್ ಜೋಡಣೆ ಮಾಡುವುದು ಕಡ್ಡಾಯವಾಗಿದೆ. ಈ ಹಿನ್ನೆಲೆಯಲ್ಲಿ ಜಿಲ್ಲೆಯ ಎಲ್ಲಾ ಶಾಲಾ ಕಾಲೇಜುಗಳಲ್ಲಿ ಆಧಾರ್ ಸೀಡಿಂಗ್ ಅಭಿಯಾನ ಹಮ್ಮಿಕೊಳ್ಳಲಾಗಿದ್ದು, ಸೆಪ್ಟೆಂಬರ್ 30 ರೊಳಗೆ ಜೋಡಣೆ ಮಾಡಿಕೊಳ್ಳಬೇಕು ಎಂದು ಇಲಾಖೆ ತಿಳಿಸಿದೆ.: [40, 995, 266, 1102]
- education-text-1: ಮಕ್ಕಳ ವಿದ್ಯಾಭ್ಯಾಸ ನಮ್ಮ ಸಮಾಜದ ಭವಿಷ್ಯವನ್ನು ರೂಪಿಸುತ್ತದೆ. ಶಿಕ್ಷಣದಿಂದ ಸಮಾಜದ ಪ್ರಗತಿ ಸಾಧ್ಯ ಎಂದು ಈಡಿಗ ಸಮಾಜದ ಜಿಲ್ಲಾಧ್ಯಕ್ಷ ಜೀವನ್ ಹೇಳಿದರು. ನಗರದಲ್ಲಿ ಹಮ್ಮಿಕೊಂಡಿದ್ದ ಶೈಕ್ಷಣಿಕ ಕಾರ್ಯಾಗಾರ ಉದ್ಘಾಟಿಸಿ ಮಾತನಾಡಿದರು. 26 ವರ್ಷಗಳಿಂದ ಸೇವೆ ನೀಡುತ್ತಿರುವ ಶಿಕ್ಷಕರನ್ನು ಸನ್ಮಾನಿಸಲಾಯಿತು.: [36, 1671, 232, 1778]
- reading-headline: ಓದುವ ಹವ್ಯಾಸವಿರಲಿ: [970, 430, 1215, 471]
- blood-donation-photo: [960, 1088, 1296, 1176]
- lead-kicker: ರಸ್ತೆ ಸುರಕ್ಷತಾ ಸಮಿತಿ ಸಭೆ | ಅಧಿಕಾರಿಗಳಿಗೆ ಜಿಲ್ಲಾಧಿಕಾರಿ ಟಿ.ವೆಂಕಟೇಶ್ ಸೂಚನೆ: [292, 398, 800, 422]
- reading-photo: [970, 490, 1296, 602]
